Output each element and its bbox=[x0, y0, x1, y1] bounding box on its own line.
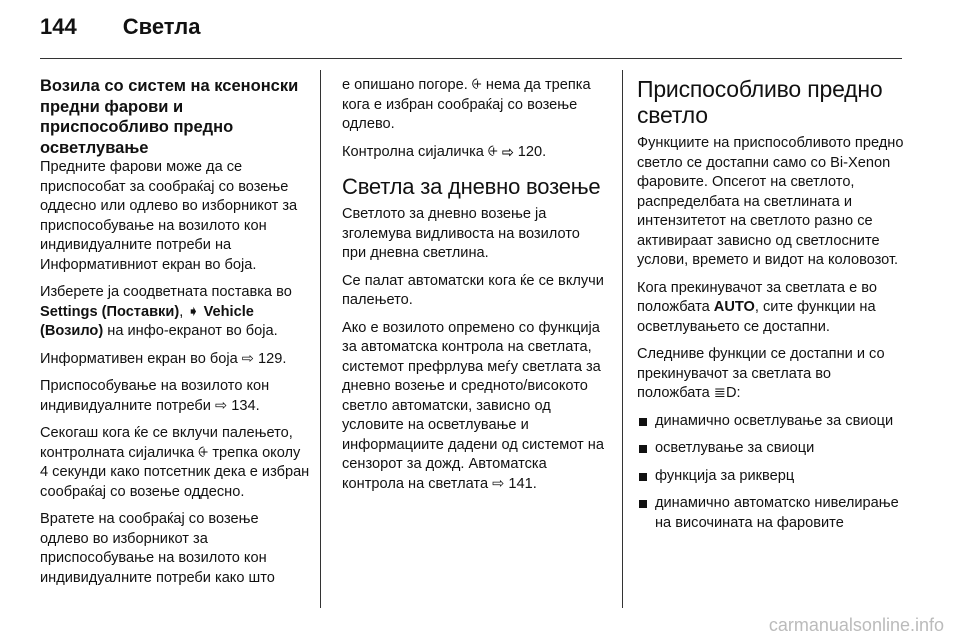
paragraph: Предните фарови може да се приспособат за сообраќај со возење оддесно или одлево во изборникот за приспособување на возилото кон индивидуалните потреби на Информативниот екран во боја. bbox=[40, 159, 298, 273]
chapter-title: Светла bbox=[122, 14, 201, 39]
list-item: осветлување за свиоци bbox=[637, 439, 905, 459]
column-middle bbox=[342, 76, 604, 502]
header-rule bbox=[40, 58, 902, 59]
watermark: carmanualsonline.info bbox=[768, 615, 944, 635]
column-right bbox=[637, 76, 905, 541]
page-number: 144 bbox=[40, 14, 77, 39]
bullet-square-icon bbox=[639, 445, 647, 453]
paragraph: е опишано погоре. ⨭ нема да трепка кога е избран сообраќај со возење одлево. bbox=[342, 77, 591, 132]
paragraph: Вратете на сообраќај со возење одлево во изборникот за приспособување на возилото кон индивидуалните потреби како што bbox=[40, 511, 275, 586]
column-divider-1 bbox=[320, 70, 321, 608]
arrow-icon: ➧ bbox=[187, 303, 200, 320]
bullet-square-icon bbox=[639, 418, 647, 426]
paragraph-crossref: Контролна сијаличка ⨭ ⇨ 120. bbox=[342, 143, 547, 160]
paragraph: Се палат автоматски кога ќе се вклучи палењето. bbox=[342, 272, 604, 308]
paragraph: Секогаш кога ќе се вклучи палењето, контролната сијаличка ⨭ трепка околу 4 секунди како потсетник дека е избран сообраќај со возење оддесно. bbox=[40, 425, 310, 500]
paragraph: Функциите на приспособливото предно светло се достапни само со Bi-Xenon фаровите. Опсегот на светлото, распределбата на светлината и интензитетот на светлото разно се активираат зависно од светлосните услови, времето и видот на коловозот. bbox=[637, 135, 904, 268]
page-header bbox=[40, 14, 200, 40]
paragraph-settings: Изберете ја соодветната поставка во Settings (Поставки), ➧ Vehicle (Возило) на инфо-екранот во боја. bbox=[40, 284, 292, 339]
column-left bbox=[40, 76, 310, 596]
function-list bbox=[637, 412, 905, 534]
section-heading-daytime-lights: Светла за дневно возење bbox=[342, 174, 601, 199]
paragraph-crossref: Приспособување на возилото кон индивидуалните потреби ⇨ 134. bbox=[40, 378, 270, 414]
list-item: динамично осветлување за свиоци bbox=[637, 412, 905, 432]
section-heading-xenon: Возила со систем на ксенонски предни фарови и приспособливо предно осветлување bbox=[40, 77, 299, 157]
menu-path-vehicle: Vehicle (Возило) bbox=[40, 303, 254, 339]
column-divider-2 bbox=[622, 70, 623, 608]
list-item: функција за рикверц bbox=[637, 467, 905, 487]
paragraph-auto: Кога прекинувачот за светлата е во положбата AUTO, сите функции на осветлувањето се достапни. bbox=[637, 279, 877, 335]
section-heading-adaptive-light: Приспособливо предно светло bbox=[637, 76, 883, 128]
bullet-square-icon bbox=[639, 473, 647, 481]
paragraph: Ако е возилото опремено со функција за автоматска контрола на светлата, системот префрлува меѓу светлата за дневно возење и средното/високото светло автоматски, зависно од условите на осветлување и информациите дадени од системот на сензорот за дожд. Автоматска контрола на светлата ⇨ 141. bbox=[342, 319, 604, 492]
list-item: динамично автоматско нивелирање на височината на фаровите bbox=[637, 494, 905, 533]
menu-path-settings: Settings (Поставки) bbox=[40, 303, 180, 320]
paragraph: Светлото за дневно возење ја зголемува видливоста на возилото при дневна светлина. bbox=[342, 206, 580, 261]
paragraph-crossref: Информативен екран во боја ⇨ 129. bbox=[40, 350, 287, 367]
bullet-square-icon bbox=[639, 500, 647, 508]
paragraph: Следниве функции се достапни и со прекинувачот за светлата во положбата ≣D: bbox=[637, 346, 885, 401]
auto-label: AUTO bbox=[713, 299, 755, 315]
